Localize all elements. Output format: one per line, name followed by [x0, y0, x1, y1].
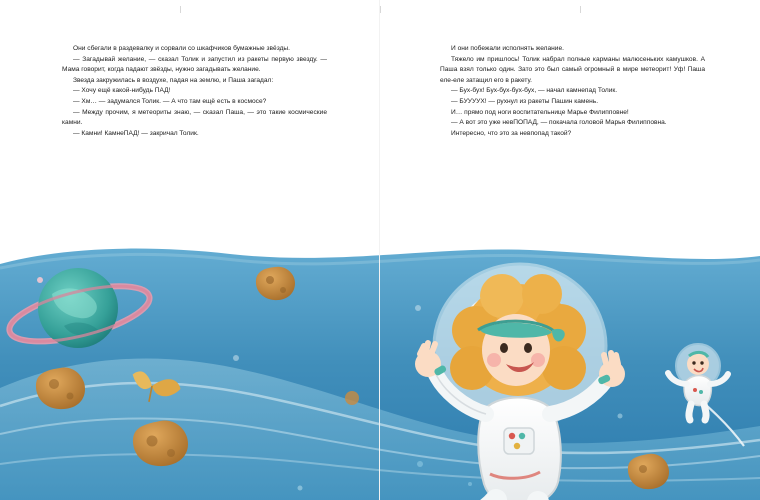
- paragraph: — А вот это уже невПОПАД, — покачала головой Марья Филипповна.: [451, 119, 667, 127]
- registration-marks: [0, 6, 760, 20]
- paragraph: — Загадывай желание, — сказал Толик и запустил из ракеты первую звезду. — Мама говорит, когда падают звёзды, нужно загадывать желание.: [62, 55, 327, 74]
- paragraph: Они сбегали в раздевалку и сорвали со шкафчиков бумажные звёзды.: [73, 45, 290, 52]
- paragraph: — БУУУУХ! — рухнул из ракеты Пашин камень.: [451, 97, 599, 105]
- paragraph: — Бух-бух! Бух-бух-бух-бух, — начал камнепад Толик.: [451, 87, 618, 95]
- book-spine: [379, 0, 380, 500]
- paragraph: Интересно, что это за невпопад такой?: [451, 129, 572, 137]
- registration-mark: [380, 6, 381, 13]
- star-speck: [233, 355, 239, 361]
- registration-mark: [180, 6, 181, 13]
- paragraph: Звезда закружилась в воздухе, падая на землю, и Паша загадал:: [73, 76, 274, 84]
- small-asteroid: [345, 391, 359, 405]
- right-text-column: [440, 44, 705, 139]
- paragraph: И они побежали исполнять желание.: [451, 45, 564, 52]
- paragraph: — Хм… — задумался Толик. — А что там ещё есть в космосе?: [73, 97, 267, 105]
- paragraph: И… прямо под ноги воспитательнице Марье Филипповне!: [451, 108, 629, 116]
- text-columns: [0, 44, 760, 244]
- paragraph: — Между прочим, я метеориты знаю, — сказал Паша, — это такие космические камни.: [62, 108, 327, 127]
- left-text-column: [62, 44, 327, 139]
- illustration: [0, 238, 760, 500]
- paragraph: Тяжело им пришлось! Толик набрал полные карманы малюсеньких камушков. А Паша взял только один. Зато это был самый огромный в мире метеорит! Уф! Паша еле-еле затащил его в ракету.: [440, 55, 705, 84]
- paragraph: — Камни! КамнеПАД! — закричал Толик.: [73, 129, 199, 137]
- star-speck: [415, 305, 421, 311]
- registration-mark: [580, 6, 581, 13]
- paragraph: — Хочу ещё какой-нибудь ПАД!: [73, 87, 171, 95]
